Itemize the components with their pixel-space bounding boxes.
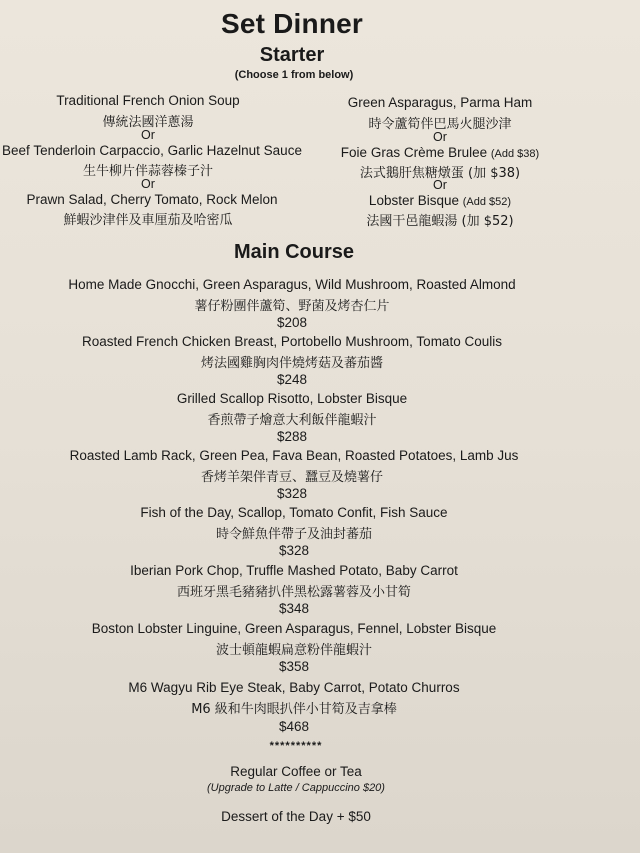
- divider-stars: **********: [269, 740, 323, 752]
- upgrade-note: (Upgrade to Latte / Cappuccino $20): [207, 782, 385, 794]
- dessert-line: Dessert of the Day + $50: [221, 809, 371, 824]
- main-item-3-price: $288: [276, 429, 308, 444]
- main-item-8-zh: M6 級和牛肉眼扒伴小甘筍及吉拿棒: [191, 702, 397, 717]
- starter-heading: Starter: [259, 44, 325, 66]
- starter-right-3-name: Lobster Bisque: [368, 193, 459, 208]
- starter-right-2-add: (Add $38): [490, 148, 540, 160]
- main-item-2-price: $248: [276, 372, 308, 387]
- starter-right-3-en: [369, 193, 511, 208]
- main-item-7-zh: 波士頓龍蝦扁意粉伴龍蝦汁: [215, 643, 373, 658]
- starter-right-3-zh: 法國干邑龍蝦湯 (加 $52): [366, 214, 514, 229]
- main-item-1-price: $208: [276, 315, 308, 330]
- main-item-4-zh: 香烤羊架伴青豆、蠶豆及燒薯仔: [200, 470, 384, 485]
- starter-right-2-en: [341, 145, 539, 160]
- starter-left-3-zh: 鮮蝦沙津伴及車厘茄及哈密瓜: [63, 213, 233, 228]
- main-item-8-en: M6 Wagyu Rib Eye Steak, Baby Carrot, Potato Churros: [128, 680, 460, 695]
- main-item-6-price: $348: [278, 601, 310, 616]
- starter-left-1-zh: 傳統法國洋蔥湯: [102, 115, 194, 130]
- main-item-3-zh: 香煎帶子燴意大利飯伴龍蝦汁: [207, 413, 377, 428]
- main-item-5-zh: 時令鮮魚伴帶子及油封蕃茄: [215, 527, 373, 542]
- main-item-7-en: Boston Lobster Linguine, Green Asparagus, Fennel, Lobster Bisque: [91, 621, 497, 636]
- main-item-4-en: Roasted Lamb Rack, Green Pea, Fava Bean, Roasted Potatoes, Lamb Jus: [69, 448, 519, 463]
- starter-right-1-en: Green Asparagus, Parma Ham: [347, 95, 533, 110]
- menu-title: Set Dinner: [220, 8, 364, 39]
- starter-left-2-zh: 生牛柳片伴蒜蓉榛子汁: [82, 164, 214, 179]
- starter-right-2-name: Foie Gras Crème Brulee: [340, 145, 488, 160]
- starter-left-2-en: Beef Tenderloin Carpaccio, Garlic Hazelnut Sauce: [2, 143, 302, 158]
- main-item-7-price: $358: [278, 659, 310, 674]
- starter-left-or-1: Or: [141, 128, 155, 142]
- starter-right-2-zh: 法式鵝肝焦糖燉蛋 (加 $38): [359, 166, 521, 181]
- main-item-4-price: $328: [276, 486, 308, 501]
- main-item-1-en: Home Made Gnocchi, Green Asparagus, Wild Mushroom, Roasted Almond: [68, 277, 516, 292]
- main-item-2-en: Roasted French Chicken Breast, Portobello Mushroom, Tomato Coulis: [82, 334, 502, 349]
- starter-left-3-en: Prawn Salad, Cherry Tomato, Rock Melon: [26, 192, 278, 207]
- main-item-8-price: $468: [278, 719, 310, 734]
- starter-left-1-en: Traditional French Onion Soup: [56, 93, 240, 108]
- main-item-5-en: Fish of the Day, Scallop, Tomato Confit, Fish Sauce: [140, 505, 448, 520]
- starter-note: (Choose 1 from below): [234, 69, 354, 81]
- main-item-6-en: Iberian Pork Chop, Truffle Mashed Potato, Baby Carrot: [130, 563, 458, 578]
- starter-right-3-add: (Add $52): [462, 196, 512, 208]
- main-item-6-zh: 西班牙黑毛豬豬扒伴黑松露薯蓉及小甘筍: [176, 585, 412, 600]
- main-item-2-zh: 烤法國雞胸肉伴燒烤菇及蕃茄醬: [200, 356, 384, 371]
- coffee-line: Regular Coffee or Tea: [230, 764, 362, 779]
- starter-right-or-1: Or: [433, 130, 447, 144]
- main-item-3-en: Grilled Scallop Risotto, Lobster Bisque: [176, 391, 408, 406]
- starter-right-or-2: Or: [433, 178, 447, 192]
- main-item-1-zh: 薯仔粉團伴蘆筍、野菌及烤杏仁片: [194, 299, 390, 314]
- starter-right-1-zh: 時令蘆筍伴巴馬火腿沙津: [368, 117, 512, 132]
- main-item-5-price: $328: [278, 543, 310, 558]
- main-course-heading: Main Course: [233, 241, 355, 263]
- starter-left-or-2: Or: [141, 177, 155, 191]
